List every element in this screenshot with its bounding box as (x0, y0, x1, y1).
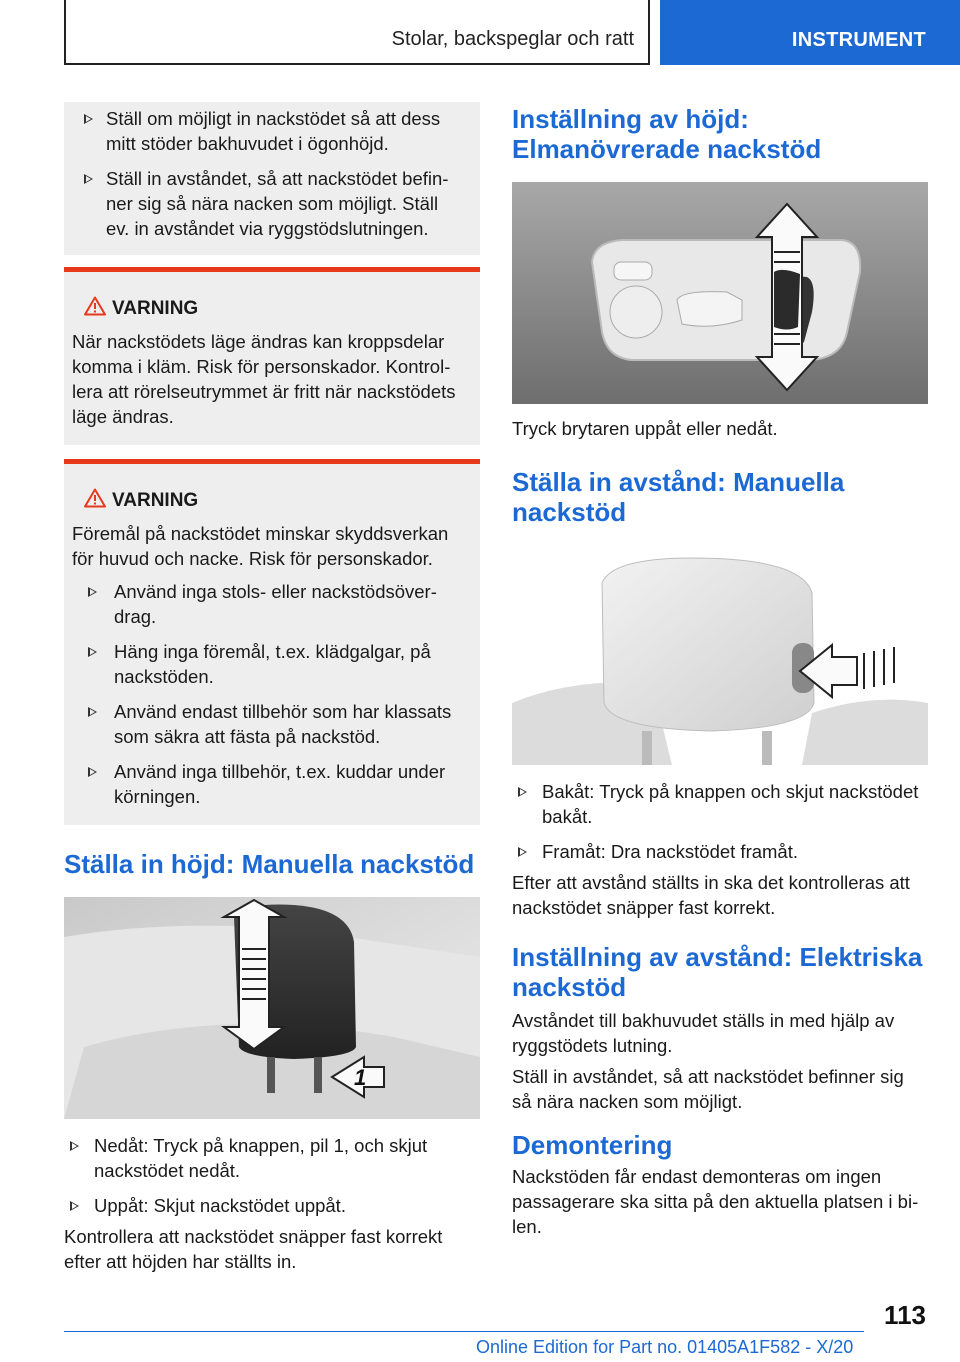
seat-switch-illustration (512, 182, 928, 404)
intro-steps-box (64, 102, 480, 255)
warning-text: Föremål på nackstödet minskar skyddsverkan för huvud och nacke. Risk för personskador. (72, 523, 449, 569)
footer-edition: Online Edition for Part no. 01405A1F582 - X/20 (476, 1337, 854, 1357)
triangle-bullet-icon (84, 174, 93, 184)
figure-callout: 1 (354, 1065, 367, 1090)
triangle-bullet-icon (84, 114, 93, 124)
intro-steps-list (72, 106, 466, 241)
warning-title: VARNING (72, 296, 466, 321)
triangle-bullet-icon (88, 707, 97, 717)
list-item: Ställ om möjligt in nackstödet så att dess mitt stöder bakhuvudet i ögonhöjd. (72, 106, 466, 156)
manual-distance-steps (512, 779, 928, 864)
chapter-tab-label: INSTRUMENT (791, 29, 926, 51)
right-column (512, 102, 928, 1249)
header-section-box (64, 0, 650, 65)
list-item: Nedåt: Tryck på knappen, pil 1, och skjut nackstödet nedåt. (64, 1133, 480, 1183)
body-text: Avståndet till bakhuvudet ställs in med hjälp av ryggstödets lutning. (512, 1010, 895, 1056)
warning-box-pinch (64, 267, 480, 445)
triangle-bullet-icon (88, 587, 97, 597)
chapter-tab[interactable] (660, 0, 960, 65)
triangle-bullet-icon (88, 767, 97, 777)
body-text: Kontrollera att nackstödet snäpper fast korrekt efter att höjden har ställts in. (64, 1226, 443, 1272)
warning-title: VARNING (72, 488, 466, 513)
list-item: Bakåt: Tryck på knappen och skjut nackstödet bakåt. (512, 779, 928, 829)
triangle-bullet-icon (88, 647, 97, 657)
list-item: Uppåt: Skjut nackstödet uppåt. (64, 1193, 480, 1218)
manual-headrest-distance-image (512, 553, 928, 765)
section-heading: Inställning av höjd: Elmanövrerade nackstöd (512, 104, 822, 164)
triangle-bullet-icon (70, 1141, 79, 1151)
page-number: 113 (884, 1300, 926, 1330)
left-column (64, 102, 480, 1284)
body-text: Nackstöden får endast demonteras om ingen passagerare ska sitta på den aktuella platsen i bilen. (512, 1166, 919, 1237)
triangle-bullet-icon (518, 847, 527, 857)
electric-headrest-switch-image (512, 182, 928, 404)
triangle-bullet-icon (518, 787, 527, 797)
headrest-distance-illustration (512, 553, 928, 765)
body-text: Ställ in avståndet, så att nackstödet befinner sig så nära nacken som möjligt. (512, 1066, 904, 1112)
section-heading: Demontering (512, 1130, 673, 1160)
warning-list (72, 579, 466, 809)
list-item: Ställ in avståndet, så att nackstödet befinner sig så nära nacken som möjligt. Ställ ev. in avståndet via ryggstödslutningen. (72, 166, 466, 241)
list-item: Använd endast tillbehör som har klassats som säkra att fästa på nackstöd. (72, 699, 466, 749)
warning-text: När nackstödets läge ändras kan kroppsdelar komma i kläm. Risk för personskador. Kontrollera att rörelseutrymmet är fritt när nackstödets läge ändras. (72, 331, 456, 427)
manual-headrest-height-image (64, 897, 480, 1119)
section-heading: Inställning av avstånd: Elektriska nackstöd (512, 942, 923, 1002)
list-item: Använd inga tillbehör, t.ex. kuddar under körningen. (72, 759, 466, 809)
section-heading: Ställa in höjd: Manuella nackstöd (64, 849, 475, 879)
warning-box-objects (64, 459, 480, 825)
list-item: Häng inga föremål, t.ex. klädgalgar, på nackstöden. (72, 639, 466, 689)
triangle-bullet-icon (70, 1201, 79, 1211)
body-text: Efter att avstånd ställts in ska det kontrolleras att nackstödet snäpper fast korrekt. (512, 872, 910, 918)
section-title: Stolar, backspeglar och ratt (391, 28, 634, 50)
footer-rule (64, 1331, 864, 1332)
list-item: Framåt: Dra nackstödet framåt. (512, 839, 928, 864)
section-heading: Ställa in avstånd: Manuella nackstöd (512, 467, 845, 527)
figure-caption: Tryck brytaren uppåt eller nedåt. (512, 418, 778, 439)
headrest-illustration (64, 897, 480, 1119)
warning-triangle-icon (84, 296, 106, 316)
list-item: Använd inga stols- eller nackstödsöverdrag. (72, 579, 466, 629)
manual-height-steps (64, 1133, 480, 1218)
warning-triangle-icon (84, 488, 106, 508)
